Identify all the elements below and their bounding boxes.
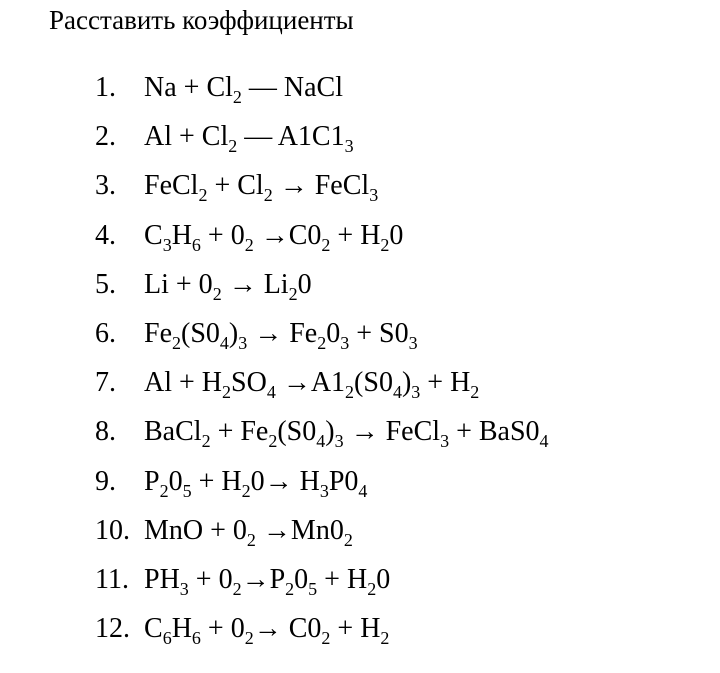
subscript: 3 [344, 136, 354, 157]
formula-text: P0 [328, 465, 359, 497]
subscript: 5 [308, 578, 318, 599]
subscript: 2 [232, 87, 242, 107]
subscript: 3 [411, 382, 421, 403]
subscript: 3 [408, 332, 418, 353]
formula-text: → C0 [253, 613, 322, 645]
formula-text: (S0 [277, 416, 317, 448]
equation-number: 5. [95, 268, 116, 300]
subscript: 3 [334, 431, 344, 452]
subscript: 2 [321, 628, 331, 649]
equation-formula [144, 68, 343, 108]
formula-text: 0 [326, 317, 341, 349]
subscript: 2 [268, 431, 278, 452]
formula-text: 0 [376, 563, 391, 595]
formula-text: PH [144, 563, 180, 595]
formula-text: ) [401, 367, 412, 399]
formula-text: + H [191, 465, 242, 497]
formula-text: H [171, 219, 192, 251]
formula-text: 0→ H [250, 465, 320, 497]
formula-text: C [144, 219, 163, 251]
equation-number: 6. [95, 317, 116, 349]
subscript: 2 [212, 283, 222, 304]
formula-text: + H [317, 563, 368, 595]
formula-text: H [171, 613, 192, 645]
formula-text: BaCl [144, 416, 202, 448]
formula-text: → FeCl [343, 416, 441, 448]
subscript: 3 [179, 578, 189, 599]
subscript: 3 [369, 185, 379, 206]
formula-text: + 0 [200, 613, 245, 645]
equation-formula [144, 363, 479, 403]
subscript: 2 [172, 332, 181, 353]
formula-text: P [144, 465, 160, 497]
formula-text: 0 [297, 268, 312, 300]
formula-text: + 0 [200, 219, 245, 251]
equation-formula [144, 462, 367, 502]
equation-number: 8. [95, 416, 116, 448]
formula-text: MnO + 0 [144, 514, 247, 546]
formula-text: 0 [294, 563, 309, 595]
formula-text: Al + Cl [144, 121, 229, 153]
formula-text: ) [228, 317, 239, 349]
formula-text: — A1C1 [237, 121, 345, 153]
formula-text: + 0 [188, 563, 233, 595]
formula-text: →P [241, 563, 286, 595]
subscript: 2 [321, 234, 331, 255]
subscript: 6 [191, 234, 201, 255]
equation-formula [144, 265, 312, 305]
subscript: 2 [263, 185, 273, 206]
subscript: 2 [228, 136, 238, 157]
formula-text: Al + H [144, 367, 223, 399]
formula-text: Fe [144, 317, 172, 349]
subscript: 3 [162, 234, 172, 255]
subscript: 2 [343, 529, 353, 550]
subscript: 4 [219, 332, 229, 353]
formula-text: ) [325, 416, 335, 448]
formula-text: → Fe [247, 317, 318, 349]
formula-text: 0 [168, 465, 183, 497]
subscript: 2 [244, 234, 254, 255]
subscript: 2 [244, 628, 254, 649]
subscript: 2 [288, 283, 298, 304]
subscript: 2 [232, 578, 242, 599]
equation-formula [144, 511, 353, 551]
subscript: 4 [358, 480, 368, 501]
equation-number: 7. [95, 367, 116, 399]
formula-text: Li + 0 [144, 268, 213, 300]
formula-text: (S0 [354, 367, 393, 399]
formula-text: + H [330, 613, 381, 645]
subscript: 4 [392, 382, 402, 403]
subscript: 4 [539, 431, 549, 452]
formula-text: →A1 [275, 367, 346, 399]
equation-formula [144, 412, 549, 452]
formula-text: →Mn0 [255, 514, 344, 546]
page-title: Расставить коэффициенты [49, 5, 354, 35]
equation-number: 11. [95, 563, 129, 595]
formula-text: — NaCl [241, 72, 344, 103]
subscript: 2 [159, 480, 169, 501]
formula-text: (S0 [181, 317, 220, 349]
formula-text: 0 [389, 219, 404, 251]
subscript: 2 [285, 578, 295, 599]
subscript: 2 [246, 529, 256, 550]
subscript: 4 [316, 431, 326, 452]
equation-formula [144, 609, 389, 649]
equation-formula [144, 117, 354, 157]
equation-formula [144, 166, 378, 206]
formula-text: + H [330, 219, 381, 251]
equation-number: 9. [95, 465, 116, 497]
equation-number: 2. [95, 121, 116, 153]
equation-number: 3. [95, 170, 116, 202]
subscript: 3 [238, 332, 248, 353]
equation-number: 1. [95, 72, 116, 103]
equation-number: 10. [95, 514, 130, 546]
formula-text: + S0 [349, 317, 409, 349]
formula-text: Na + Cl [144, 72, 233, 103]
formula-text: + BaS0 [449, 416, 540, 448]
formula-text: + Cl [207, 170, 264, 202]
formula-text: C [144, 613, 163, 645]
subscript: 5 [182, 480, 192, 501]
subscript: 2 [380, 628, 390, 649]
formula-text: →C0 [253, 219, 322, 251]
subscript: 2 [198, 185, 208, 206]
subscript: 2 [380, 234, 390, 255]
equation-formula [144, 314, 418, 354]
subscript: 3 [319, 480, 329, 501]
equation-formula [144, 216, 403, 256]
equation-number: 12. [95, 613, 130, 645]
subscript: 2 [470, 382, 480, 403]
subscript: 4 [266, 382, 276, 403]
subscript: 2 [317, 332, 327, 353]
equation-number: 4. [95, 219, 116, 251]
subscript: 3 [340, 332, 350, 353]
formula-text: SO [231, 367, 267, 399]
subscript: 2 [222, 382, 232, 403]
subscript: 3 [440, 431, 450, 452]
formula-text: + H [420, 367, 471, 399]
subscript: 2 [345, 382, 355, 403]
subscript: 6 [162, 628, 172, 649]
subscript: 2 [241, 480, 251, 501]
formula-text: + Fe [210, 416, 269, 448]
subscript: 2 [201, 431, 211, 452]
formula-text: FeCl [144, 170, 199, 202]
subscript: 6 [191, 628, 201, 649]
equation-formula [144, 560, 390, 600]
subscript: 2 [367, 578, 377, 599]
formula-text: → Li [221, 268, 289, 300]
formula-text: → FeCl [272, 170, 370, 202]
